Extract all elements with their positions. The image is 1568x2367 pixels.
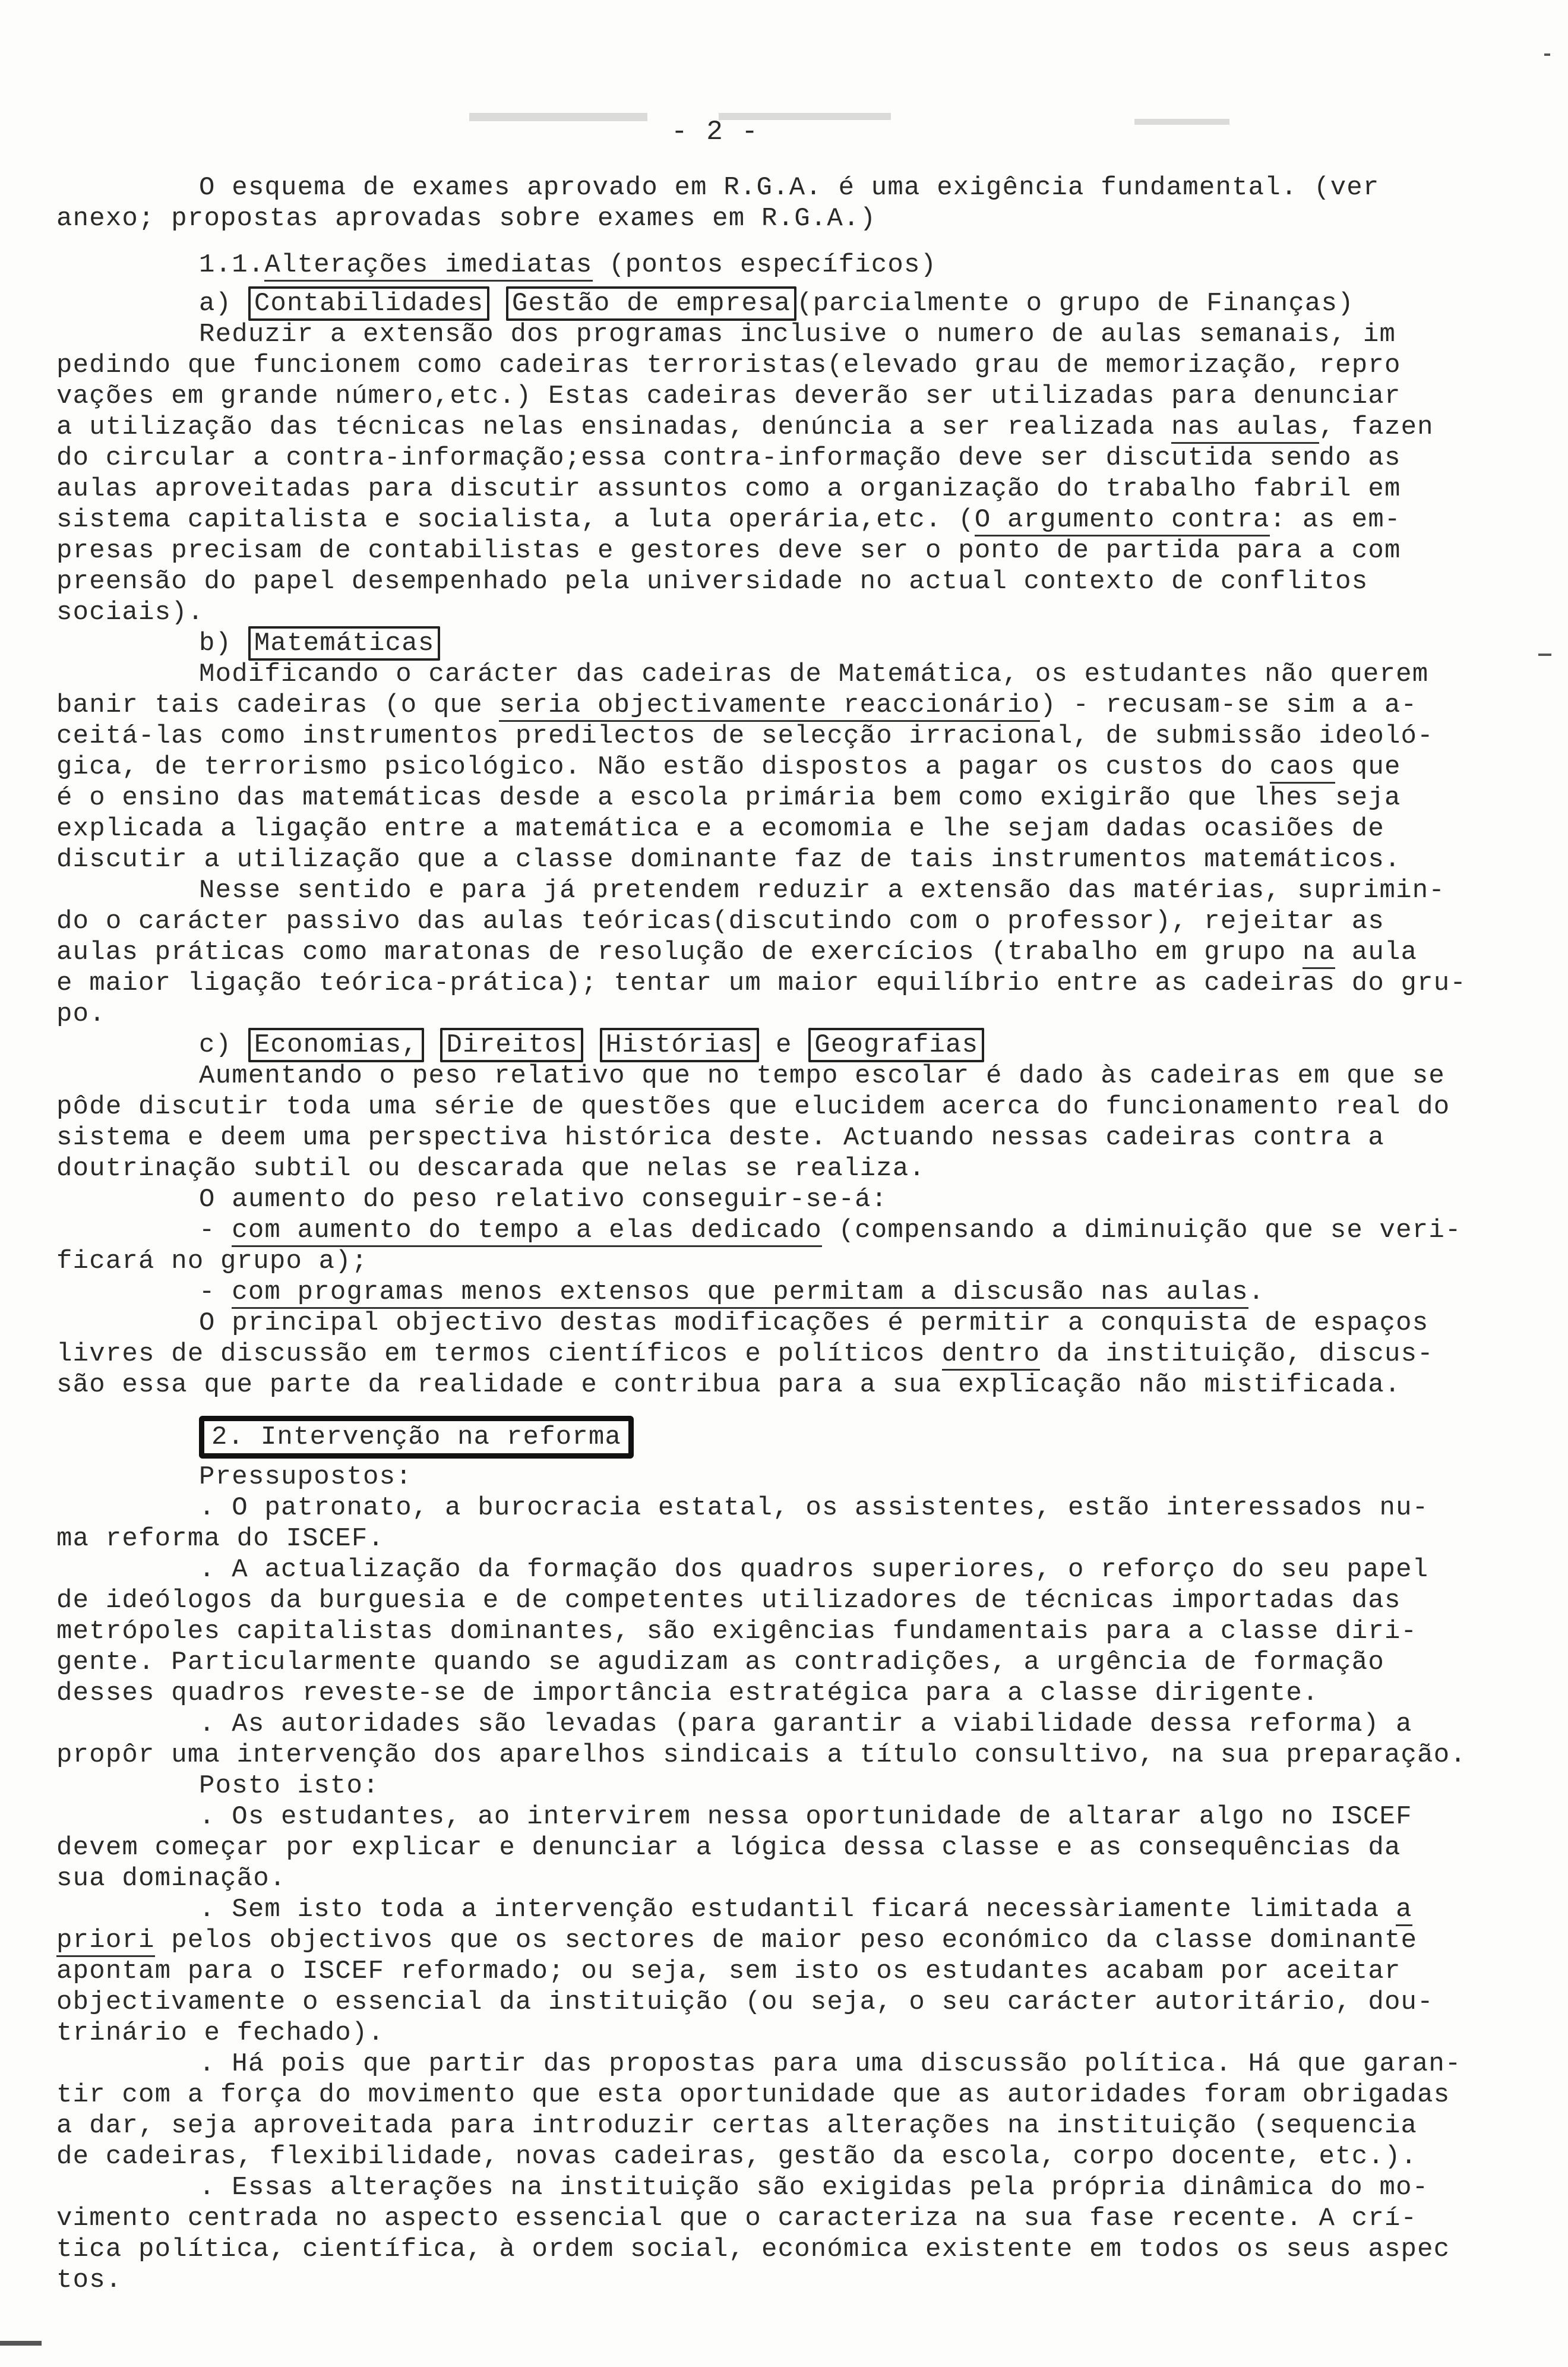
underlined-text: Alterações imediatas xyxy=(264,250,592,282)
text-line xyxy=(56,1153,925,1184)
text-run: preensão do papel desempenhado pela universidade no actual contexto de conflitos xyxy=(56,567,1368,597)
text-run: vações em grande número,etc.) Estas cadeiras deverão ser utilizadas para denunciar xyxy=(56,381,1401,411)
boxed-subject: Matemáticas xyxy=(248,626,441,661)
text-run: pelos objectivos que os sectores de maior peso económico da classe dominante xyxy=(154,1926,1418,1955)
boxed-subject: Contabilidades xyxy=(248,286,489,321)
text-line xyxy=(56,937,1417,968)
underlined-text: priori xyxy=(56,1926,155,1957)
text-run: gente. Particularmente quando se agudizam as contradições, a urgência de formação xyxy=(56,1648,1384,1677)
text-run: (pontos específicos) xyxy=(592,250,937,280)
text-run: desses quadros reveste-se de importância estratégica para a classe dirigente. xyxy=(56,1678,1319,1708)
text-line xyxy=(56,2110,1417,2141)
text-run: ceitá-las como instrumentos predilectos de selecção irracional, de submissão ideoló- xyxy=(56,721,1434,751)
text-run: sua dominação. xyxy=(56,1864,286,1893)
text-run: doutrinação subtil ou descarada que nelas se realiza. xyxy=(56,1154,926,1184)
text-run: trinário e fechado). xyxy=(56,2018,385,2048)
text-run: objectivamente o essencial da instituição (ou seja, o seu carácter autoritário, dou- xyxy=(56,1987,1434,2017)
text-run: sistema capitalista e socialista, a luta operária,etc. ( xyxy=(56,505,975,535)
text-run: c) xyxy=(199,1030,248,1060)
text-line xyxy=(56,1740,1466,1770)
text-run: O principal objectivo destas modificações é permitir a conquista de espaços xyxy=(199,1308,1429,1338)
text-run: (parcialmente o grupo de Finanças) xyxy=(796,289,1354,318)
text-run: . Essas alterações na instituição são exigidas pela própria dinâmica do mo- xyxy=(199,2173,1429,2202)
text-line xyxy=(199,1277,1264,1308)
text-line xyxy=(56,721,1434,752)
text-run: - xyxy=(199,1277,232,1307)
text-run: - xyxy=(199,1216,232,1245)
text-line xyxy=(199,1801,1412,1832)
scan-smudge xyxy=(469,113,647,121)
text-run: metrópoles capitalistas dominantes, são exigências fundamentais para a classe diri- xyxy=(56,1617,1418,1646)
text-line xyxy=(56,752,1401,782)
text-run: é o ensino das matemáticas desde a escola primária bem como exigirão que lhes seja xyxy=(56,783,1401,813)
text-run: ) - recusam-se sim a a- xyxy=(1040,690,1418,720)
text-run: . xyxy=(1248,1277,1265,1307)
underlined-text: O argumento contra xyxy=(975,505,1270,536)
underlined-text: na xyxy=(1303,938,1335,969)
text-line xyxy=(199,1422,634,1453)
text-line xyxy=(56,1925,1417,1956)
text-line xyxy=(199,1770,380,1801)
text-line xyxy=(56,813,1384,844)
text-line xyxy=(199,1030,984,1061)
text-line xyxy=(199,319,1396,350)
text-run: apontam para o ISCEF reformado; ou seja, sem isto os estudantes acabam por aceitar xyxy=(56,1956,1401,1986)
text-line xyxy=(199,1554,1428,1585)
text-run: Reduzir a extensão dos programas inclusive o numero de aulas semanais, im xyxy=(199,320,1396,349)
text-line xyxy=(56,2234,1450,2265)
text-line xyxy=(56,1585,1401,1616)
text-run: explicada a ligação entre a matemática e a ecomomia e lhe sejam dadas ocasiões de xyxy=(56,814,1384,844)
boxed-subject: Direitos xyxy=(440,1028,583,1062)
text-run: de cadeiras, flexibilidade, novas cadeiras, gestão da escola, corpo docente, etc.). xyxy=(56,2142,1418,2172)
text-run: a dar, seja aproveitada para introduzir certas alterações na instituição (sequencia xyxy=(56,2111,1418,2141)
text-run: presas precisam de contabilistas e gestores deve ser o ponto de partida para a com xyxy=(56,536,1401,566)
text-line xyxy=(199,172,1380,203)
text-line xyxy=(56,1246,368,1277)
boxed-subject: Geografias xyxy=(808,1028,984,1062)
text-run: gica, de terrorismo psicológico. Não estão dispostos a pagar os custos do xyxy=(56,752,1270,782)
text-run: anexo; propostas aprovadas sobre exames em R.G.A.) xyxy=(56,204,877,233)
text-run: b) xyxy=(199,629,248,658)
text-run: de ideólogos da burguesia e de competentes utilizadores de técnicas importadas das xyxy=(56,1586,1401,1615)
text-run xyxy=(424,1030,441,1060)
boxed-subject: Histórias xyxy=(600,1028,759,1062)
text-run: discutir a utilização que a classe dominante faz de tais instrumentos matemáticos. xyxy=(56,845,1401,875)
text-run xyxy=(489,289,506,318)
text-line xyxy=(199,1462,412,1492)
scan-edge-mark xyxy=(1538,654,1551,656)
text-run: da instituição, discus- xyxy=(1040,1339,1434,1369)
text-line xyxy=(56,2079,1450,2110)
text-run: tos. xyxy=(56,2265,122,2295)
text-line xyxy=(199,628,440,659)
text-line xyxy=(56,2018,384,2049)
text-line xyxy=(56,1956,1401,1987)
text-run: . As autoridades são levadas (para garantir a viabilidade dessa reforma) a xyxy=(199,1709,1412,1739)
text-line xyxy=(56,782,1401,813)
text-line xyxy=(56,535,1401,566)
text-line xyxy=(56,1091,1450,1122)
text-run: pôde discutir toda uma série de questões que elucidem acerca do funcionamento real do xyxy=(56,1092,1450,1122)
text-run: Modificando o carácter das cadeiras de Matemática, os estudantes não querem xyxy=(199,659,1429,689)
text-run: , fazen xyxy=(1319,412,1434,442)
text-run: que xyxy=(1335,752,1401,782)
text-run: propôr uma intervenção dos aparelhos sindicais a título consultivo, na sua preparação. xyxy=(56,1740,1466,1770)
text-run: e xyxy=(759,1030,809,1060)
text-line xyxy=(56,2203,1417,2234)
text-run: banir tais cadeiras (o que xyxy=(56,690,500,720)
text-line xyxy=(199,2049,1462,2079)
text-run: Nesse sentido e para já pretendem reduzir a extensão das matérias, suprimin- xyxy=(199,876,1445,905)
text-line xyxy=(199,250,937,280)
scan-smudge xyxy=(1134,119,1229,125)
text-line xyxy=(56,999,106,1030)
text-line xyxy=(56,1678,1319,1709)
text-run: ma reforma do ISCEF. xyxy=(56,1524,385,1554)
text-run: po. xyxy=(56,999,106,1029)
text-line xyxy=(56,597,204,628)
text-line xyxy=(56,1987,1434,2018)
text-run: . O patronato, a burocracia estatal, os assistentes, estão interessados nu- xyxy=(199,1493,1429,1523)
text-line xyxy=(56,844,1401,875)
text-run: aulas aproveitadas para discutir assuntos como a organização do trabalho fabril em xyxy=(56,474,1401,504)
text-line xyxy=(199,1709,1412,1740)
text-line xyxy=(56,1339,1434,1369)
text-run: Pressupostos: xyxy=(199,1462,412,1492)
underlined-text: com programas menos extensos que permitam a discusão nas aulas xyxy=(232,1277,1248,1309)
text-run: Aumentando o peso relativo que no tempo escolar é dado às cadeiras em que se xyxy=(199,1061,1445,1091)
underlined-text: caos xyxy=(1270,752,1335,784)
page-number: - 2 - xyxy=(671,116,760,147)
text-run: aulas práticas como maratonas de resolução de exercícios (trabalho em grupo xyxy=(56,938,1303,967)
text-line xyxy=(56,1369,1401,1400)
text-run: . Sem isto toda a intervenção estudantil ficará necessàriamente limitada xyxy=(199,1895,1396,1924)
text-run: Posto isto: xyxy=(199,1771,380,1801)
underlined-text: a xyxy=(1396,1895,1412,1926)
text-run: . A actualização da formação dos quadros superiores, o reforço do seu papel xyxy=(199,1555,1429,1585)
text-line xyxy=(56,381,1401,412)
underlined-text: com aumento do tempo a elas dedicado xyxy=(232,1216,822,1247)
text-run: a utilização das técnicas nelas ensinadas, denúncia a ser realizada xyxy=(56,412,1172,442)
text-run: (compensando a diminuição que se veri- xyxy=(821,1216,1462,1245)
boxed-subject: Gestão de empresa xyxy=(506,286,796,321)
text-line xyxy=(56,350,1401,381)
section-heading: 2. Intervenção na reforma xyxy=(199,1416,634,1459)
text-run: tica política, científica, à ordem social, económica existente em todos os seus aspec xyxy=(56,2235,1450,2264)
text-run: do circular a contra-informação;essa contra-informação deve ser discutida sendo as xyxy=(56,443,1401,473)
text-line xyxy=(56,968,1466,999)
text-run: tir com a força do movimento que esta oportunidade que as autoridades foram obrigadas xyxy=(56,2080,1450,2110)
text-line xyxy=(199,2172,1428,2203)
underlined-text: seria objectivamente reaccionário xyxy=(499,690,1040,722)
text-line xyxy=(56,443,1401,474)
underlined-text: nas aulas xyxy=(1171,412,1319,444)
text-line xyxy=(56,1122,1384,1153)
text-line xyxy=(56,474,1401,504)
text-line xyxy=(199,1215,1462,1246)
text-line xyxy=(199,1492,1428,1523)
scan-edge-mark xyxy=(0,2341,42,2346)
underlined-text: dentro xyxy=(942,1339,1041,1371)
text-line xyxy=(56,906,1384,937)
text-line xyxy=(199,288,1354,319)
text-run: O esquema de exames aprovado em R.G.A. é uma exigência fundamental. (ver xyxy=(199,173,1380,203)
text-run: do o carácter passivo das aulas teóricas(discutindo com o professor), rejeitar as xyxy=(56,907,1384,936)
text-run: e maior ligação teórica-prática); tentar um maior equilíbrio entre as cadeiras do gru- xyxy=(56,968,1466,998)
text-run: . Há pois que partir das propostas para uma discussão política. Há que garan- xyxy=(199,2049,1462,2079)
text-run: são essa que parte da realidade e contribua para a sua explicação não mistificada. xyxy=(56,1370,1401,1400)
text-run: . Os estudantes, ao intervirem nessa oportunidade de altarar algo no ISCEF xyxy=(199,1802,1412,1832)
text-run: ficará no grupo a); xyxy=(56,1246,368,1276)
text-run: sistema e deem uma perspectiva histórica deste. Actuando nessas cadeiras contra a xyxy=(56,1123,1384,1153)
text-run: livres de discussão em termos científicos e políticos xyxy=(56,1339,942,1369)
text-run: 1.1. xyxy=(199,250,265,280)
text-line xyxy=(56,2141,1417,2172)
text-line xyxy=(199,659,1428,690)
text-run xyxy=(583,1030,600,1060)
text-run: a) xyxy=(199,289,248,318)
text-line xyxy=(199,1308,1428,1339)
text-line xyxy=(56,2265,122,2296)
text-run: pedindo que funcionem como cadeiras terroristas(elevado grau de memorização, repro xyxy=(56,351,1401,380)
text-line xyxy=(56,1616,1417,1647)
text-line xyxy=(199,875,1445,906)
text-line xyxy=(56,1523,384,1554)
text-run: aula xyxy=(1335,938,1418,967)
text-line xyxy=(56,690,1417,721)
text-line xyxy=(56,566,1368,597)
text-run: O aumento do peso relativo conseguir-se-á: xyxy=(199,1185,888,1214)
text-run: sociais). xyxy=(56,598,204,627)
text-run: : as em- xyxy=(1269,505,1401,535)
text-line xyxy=(56,504,1401,535)
text-line xyxy=(199,1894,1412,1925)
text-line xyxy=(56,203,876,234)
text-run: devem começar por explicar e denunciar a lógica dessa classe e as consequências da xyxy=(56,1833,1401,1863)
text-line xyxy=(199,1184,887,1215)
text-line xyxy=(56,412,1434,443)
text-line xyxy=(56,1832,1401,1863)
boxed-subject: Economias, xyxy=(248,1028,424,1062)
text-line xyxy=(199,1061,1445,1091)
scan-edge-mark xyxy=(1544,53,1550,56)
text-run: vimento centrada no aspecto essencial que o caracteriza na sua fase recente. A crí- xyxy=(56,2204,1418,2233)
text-line xyxy=(56,1647,1384,1678)
text-line xyxy=(56,1863,286,1894)
